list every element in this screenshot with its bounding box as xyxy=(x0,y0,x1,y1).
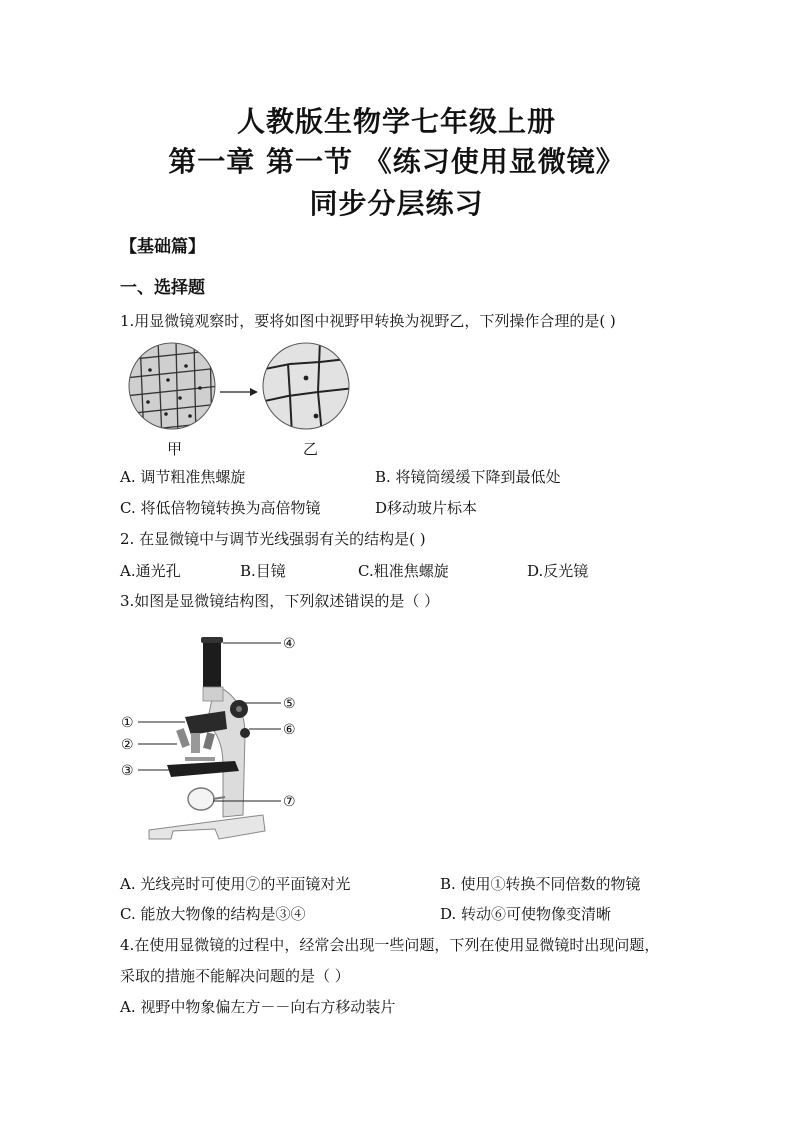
label-6: ⑥ xyxy=(283,722,296,738)
label-7: ⑦ xyxy=(283,794,296,810)
arrow-icon xyxy=(220,388,258,396)
label-3: ③ xyxy=(121,763,134,779)
q2-option-a: A.通光孔 xyxy=(120,562,181,580)
q3-option-c: C. 能放大物像的结构是③④ xyxy=(120,905,306,923)
q4-stem-line2: 采取的措施不能解决问题的是（ ） xyxy=(120,967,350,985)
label-1: ① xyxy=(121,715,134,731)
section-heading: 【基础篇】 xyxy=(120,237,205,257)
q3-option-b: B. 使用①转换不同倍数的物镜 xyxy=(440,875,641,893)
q3-microscope-figure xyxy=(115,625,315,855)
q3-option-d: D. 转动⑥可使物像变清晰 xyxy=(440,905,612,923)
q1-option-d: D移动玻片标本 xyxy=(375,499,478,517)
doc-title-line2: 第一章 第一节 《练习使用显微镜》 xyxy=(168,145,625,178)
q2-option-c: C.粗准焦螺旋 xyxy=(358,562,449,580)
doc-title-line3: 同步分层练习 xyxy=(309,187,484,220)
q1-option-c: C. 将低倍物镜转换为高倍物镜 xyxy=(120,499,321,517)
q3-option-a: A. 光线亮时可使用⑦的平面镜对光 xyxy=(120,875,351,893)
q1-field-of-view-figure xyxy=(120,340,360,435)
q1-option-b: B. 将镜筒缓缓下降到最低处 xyxy=(375,468,561,486)
field-b-label: 乙 xyxy=(303,440,319,458)
q2-stem: 2. 在显微镜中与调节光线强弱有关的结构是( ) xyxy=(120,530,426,548)
q1-option-a: A. 调节粗准焦螺旋 xyxy=(120,468,246,486)
field-b-image xyxy=(260,340,355,435)
q4-stem-line1: 4.在使用显微镜的过程中，经常会出现一些问题，下列在使用显微镜时出现问题， xyxy=(120,936,660,954)
q3-stem: 3.如图是显微镜结构图，下列叙述错误的是（ ） xyxy=(120,592,440,610)
field-a-image xyxy=(125,340,220,435)
label-5: ⑤ xyxy=(283,696,296,712)
label-2: ② xyxy=(121,737,134,753)
q1-stem: 1.用显微镜观察时，要将如图中视野甲转换为视野乙，下列操作合理的是( ) xyxy=(120,312,616,330)
q4-option-a: A. 视野中物象偏左方－－向右方移动装片 xyxy=(120,998,396,1016)
label-4: ④ xyxy=(283,636,296,652)
q2-option-d: D.反光镜 xyxy=(527,562,589,580)
q2-option-b: B.目镜 xyxy=(240,562,286,580)
doc-title-line1: 人教版生物学七年级上册 xyxy=(236,105,556,138)
part-heading: 一、选择题 xyxy=(120,278,205,298)
field-a-label: 甲 xyxy=(167,440,183,458)
